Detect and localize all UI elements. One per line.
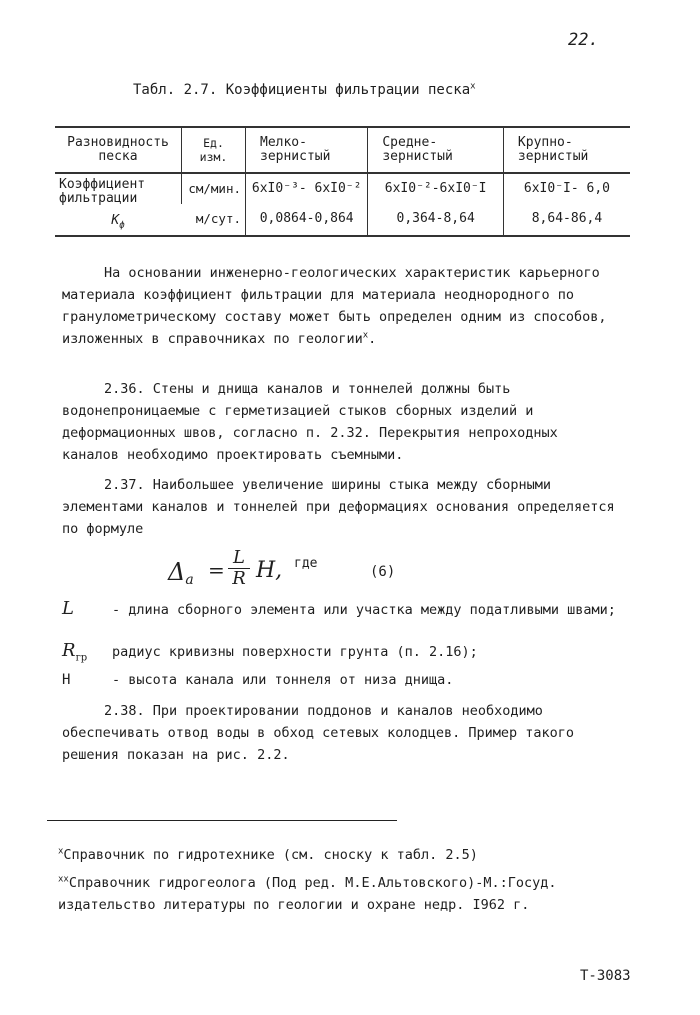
- value-coarse: 6хI0⁻I- 6,0: [503, 173, 630, 204]
- row-symbol: $К_ф$: [111, 213, 125, 231]
- table-caption-text: Табл. 2.7. Коэффициенты фильтрации песка: [133, 82, 471, 98]
- value-coarse: 8,64-86,4: [503, 204, 630, 235]
- paragraph-2-37: 2.37. Наибольшее увеличение ширины стыка между сборными элементами каналов и тоннелей при деформациях основания определяется по формуле: [62, 477, 615, 537]
- definition-symbol: H: [62, 672, 71, 688]
- header-sand-variety: Разновидность песка: [67, 135, 169, 164]
- formula-number: (6): [370, 564, 396, 580]
- table-header-row: [55, 127, 630, 173]
- value-fine: 0,0864-0,864: [246, 204, 368, 235]
- footnote-mark: x: [58, 846, 64, 857]
- footnote-mark: xx: [58, 874, 69, 885]
- page-number: 22.: [568, 30, 599, 50]
- formula-denominator: R: [232, 568, 246, 589]
- paragraph-2-38: 2.38. При проектировании поддонов и каналов необходимо обеспечивать отвод воды в обход сетевых колодцев. Пример такого решения показан на рис. 2.2.: [62, 703, 575, 763]
- table-row: [55, 173, 630, 204]
- footnote-1: $^x$Справочник по гидротехнике (см. сноску к табл. 2.5): [58, 846, 478, 863]
- paragraph-geology: На основании инженерно-геологических характеристик карьерного материала коэффициент фильтрации для материала неоднородного по гранулометрическому составу может быть определен одним из способов, изложенных в справочниках по геологии$^x$.: [62, 265, 607, 347]
- footnote-2: $^{xx}$Справочник гидрогеолога (Под ред. М.Е.Альтовского)-М.:Госуд. издательство литературы по геологии и охране недр. I962 г.: [58, 874, 557, 913]
- row-label-cell: [55, 173, 182, 236]
- formula-lhs: $\Delta_a$: [168, 558, 194, 588]
- definition-H: H - высота канала или тоннеля от низа днища.: [62, 670, 622, 691]
- header-coarse-grained: Крупно- зернистый: [503, 127, 630, 173]
- definition-R: $R_{гр}$ радиус кривизны поверхности грунта (п. 2.16);: [62, 640, 622, 669]
- formula-rhs: H,: [256, 558, 283, 583]
- definition-symbol: L: [62, 598, 74, 619]
- value-medium: 0,364-8,64: [368, 204, 504, 235]
- paragraph-footnote-mark: x: [362, 330, 369, 341]
- header-medium-grained: Средне- зернистый: [368, 127, 504, 173]
- value-fine: 6хI0⁻³- 6хI0⁻²: [246, 173, 368, 204]
- table-caption-footnote-mark: x: [470, 81, 476, 92]
- formula-equals: =: [208, 558, 225, 582]
- unit-cell: см/мин.: [182, 173, 246, 204]
- footnote-divider: [47, 820, 397, 821]
- paragraph-2-36: 2.36. Стены и днища каналов и тоннелей должны быть водонепроницаемые с герметизацией стыков сборных изделий и деформационных швов, согласно п. 2.32. Перекрытия непроходных каналов необходимо проектировать съемными.: [62, 381, 558, 463]
- header-fine-grained: Мелко- зернистый: [246, 127, 368, 173]
- table-caption: [133, 82, 476, 98]
- definition-L: L - длина сборного элемента или участка между податливыми швами;: [62, 598, 616, 619]
- header-unit: Ед. изм.: [182, 127, 246, 173]
- filtration-coefficients-table: [55, 126, 630, 237]
- value-medium: 6хI0⁻²-6хI0⁻I: [368, 173, 504, 204]
- row-label: Коэффициент фильтрации: [59, 177, 146, 206]
- formula-where: где: [294, 556, 318, 571]
- formula-fraction: [228, 548, 250, 589]
- unit-cell: м/сут.: [195, 211, 241, 227]
- document-code: Т-3083: [580, 968, 631, 984]
- formula-numerator: L: [228, 548, 250, 569]
- definition-symbol: $R_{гр}$: [62, 640, 88, 664]
